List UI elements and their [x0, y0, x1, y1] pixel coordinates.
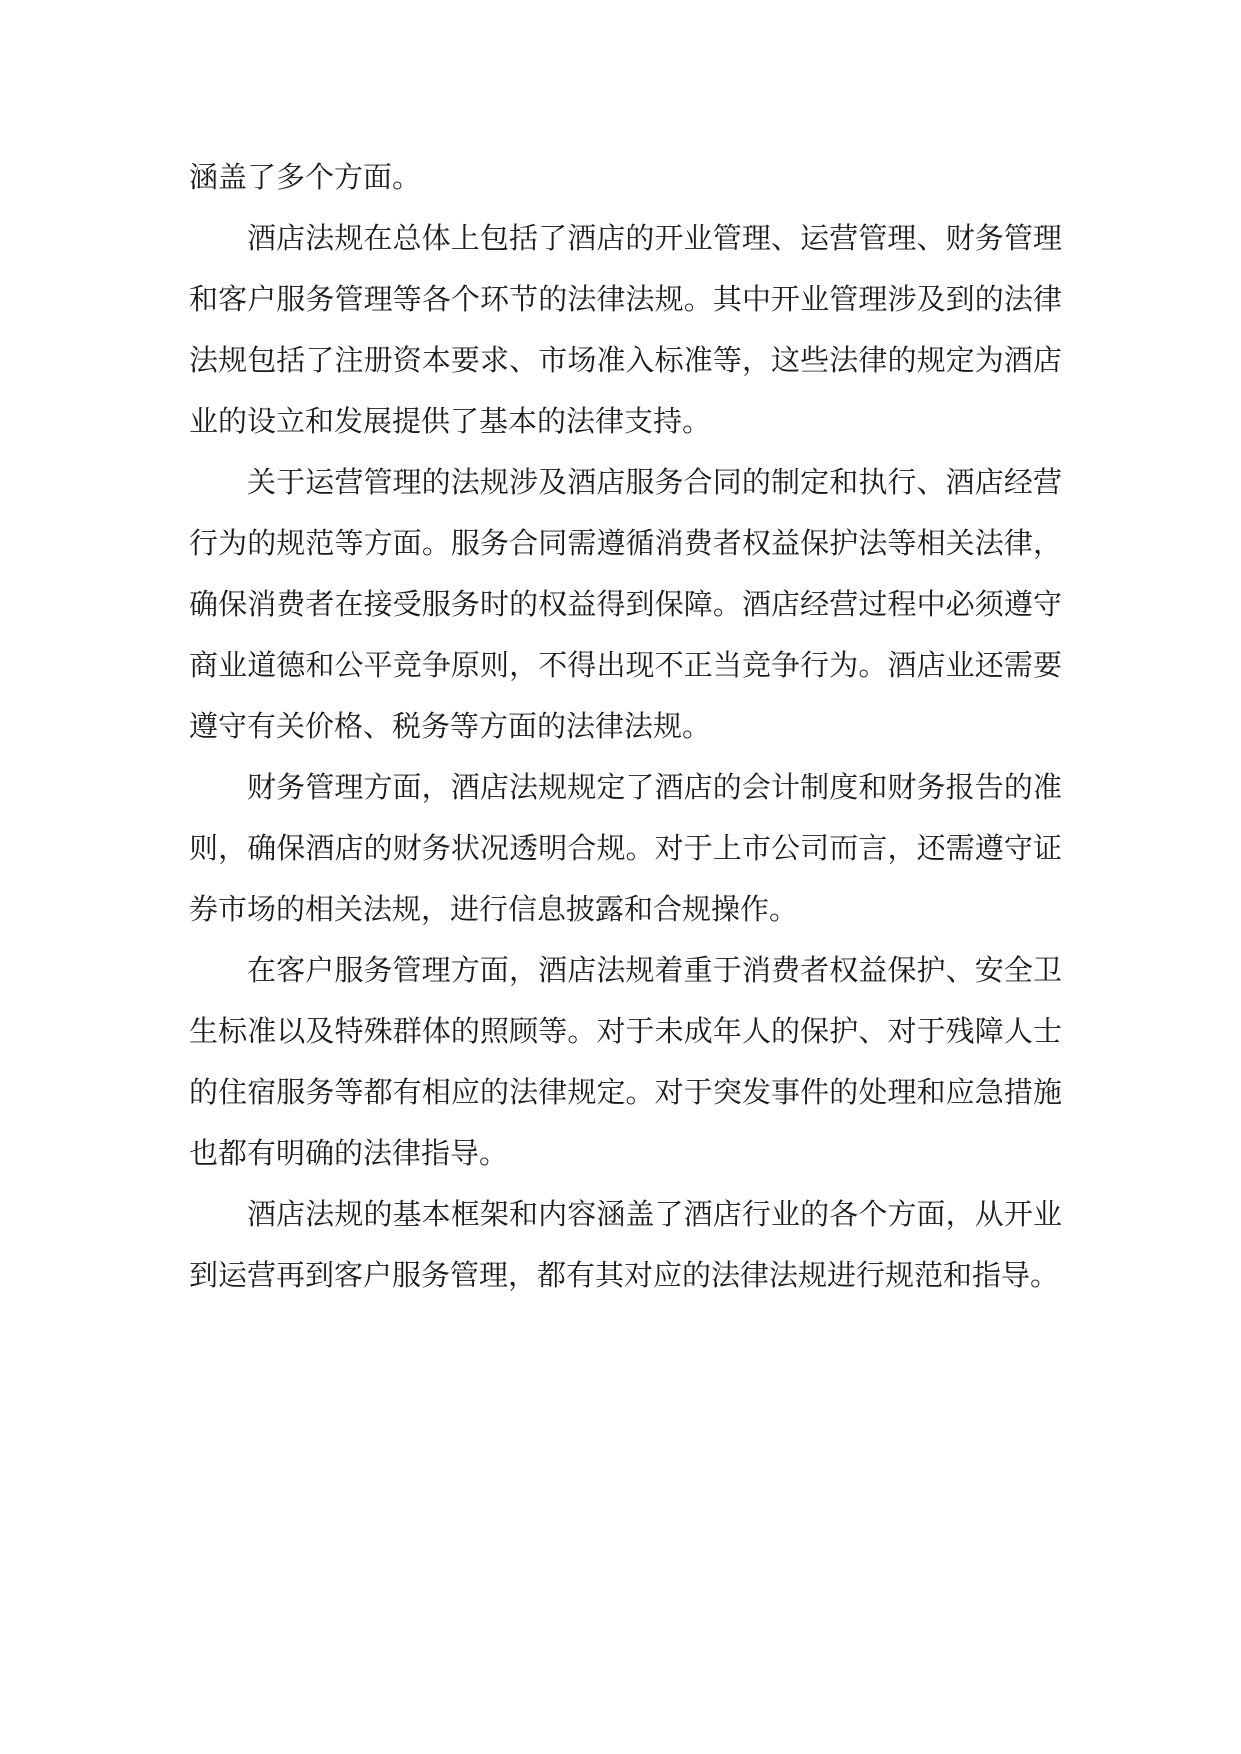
paragraph-finance: 财务管理方面，酒店法规规定了酒店的会计制度和财务报告的准则，确保酒店的财务状况透明合规。对于上市公司而言，还需遵守证券市场的相关法规，进行信息披露和合规操作。 — [189, 770, 1062, 926]
paragraph-continuation: 涵盖了多个方面。 — [189, 160, 422, 194]
paragraph-operations: 关于运营管理的法规涉及酒店服务合同的制定和执行、酒店经营行为的规范等方面。服务合同需遵循消费者权益保护法等相关法律，确保消费者在接受服务时的权益得到保障。酒店经营过程中必须遵守商业道德和公平竞争原则，不得出现不正当竞争行为。酒店业还需要遵守有关价格、税务等方面的法律法规。 — [189, 465, 1062, 743]
body-text — [189, 147, 1062, 1306]
paragraph-summary: 酒店法规的基本框架和内容涵盖了酒店行业的各个方面，从开业到运营再到客户服务管理，都有其对应的法律法规进行规范和指导。 — [189, 1197, 1062, 1292]
paragraph-customer-service: 在客户服务管理方面，酒店法规着重于消费者权益保护、安全卫生标准以及特殊群体的照顾等。对于未成年人的保护、对于残障人士的住宿服务等都有相应的法律规定。对于突发事件的处理和应急措施也都有明确的法律指导。 — [189, 953, 1062, 1170]
paragraph-overview: 酒店法规在总体上包括了酒店的开业管理、运营管理、财务管理和客户服务管理等各个环节的法律法规。其中开业管理涉及到的法律法规包括了注册资本要求、市场准入标准等，这些法律的规定为酒店业的设立和发展提供了基本的法律支持。 — [189, 221, 1062, 438]
